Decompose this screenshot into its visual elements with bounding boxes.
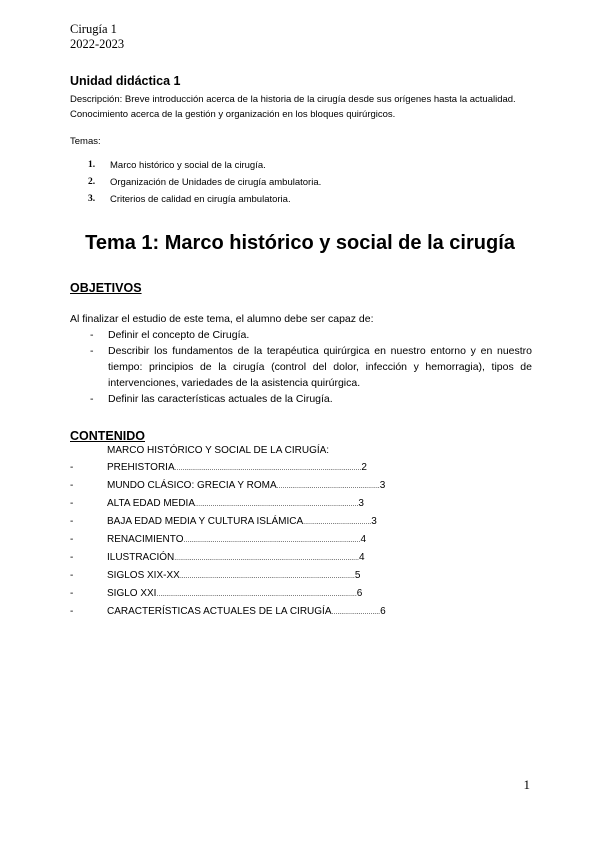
toc-entry [70,603,532,621]
topic-item [88,174,540,191]
toc-title: BAJA EDAD MEDIA Y CULTURA ISLÁMICA [107,516,304,527]
toc-leader: ............................................................................................... [174,555,359,562]
toc-title: CARACTERÍSTICAS ACTUALES DE LA CIRUGÍA [107,606,332,617]
list-dash: - [70,480,74,491]
objective-text: Describir los fundamentos de la terapéutica quirúrgica en nuestro entorno y en nuestro tiempo: principios de la cirugía (control del dolor, infección y hemorragia), tipos de intervenciones, variedades de la asistencia quirúrgica. [108,345,532,389]
toc-entry [70,531,532,549]
toc-page: 6 [356,588,363,599]
toc-entry [70,567,532,585]
toc-leader: ................................... [303,519,372,526]
content-section [70,429,532,621]
unit-title: Unidad didáctica 1 [70,74,181,88]
page-header [70,22,124,52]
toc-entry [70,549,532,567]
toc-page: 3 [379,480,386,491]
topic-number: 3. [88,194,96,204]
toc-leader: ................................................................................................ [174,465,362,472]
list-dash: - [90,393,94,405]
list-dash: - [90,329,94,341]
list-dash: - [70,606,74,617]
topic-item [88,191,540,208]
unit-block [70,74,540,208]
page-number: 1 [523,777,530,792]
course-name: Cirugía 1 [70,22,117,36]
toc-leader: ....................................................................................................... [156,591,357,598]
objective-item [90,343,532,391]
toc-title: SIGLO XXI [107,588,157,599]
toc-title: ILUSTRACIÓN [107,552,175,563]
list-dash: - [70,534,74,545]
toc-page: 2 [361,462,367,473]
topic-number: 1. [88,160,96,170]
topic-text: Organización de Unidades de cirugía ambulatoria. [110,177,322,188]
objectives-section [70,281,532,407]
toc-page: 3 [371,516,377,527]
list-dash: - [90,345,94,357]
objectives-intro: Al finalizar el estudio de este tema, el alumno debe ser capaz de: [70,313,374,325]
topics-label: Temas: [70,136,101,147]
toc-title: RENACIMIENTO [107,534,184,545]
list-dash: - [70,570,74,581]
objective-item [90,327,532,343]
objective-item [90,391,532,407]
list-dash: - [70,498,74,509]
objective-text: Definir el concepto de Cirugía. [108,329,250,341]
toc-leader: .......................................................................................... [179,573,355,580]
academic-year: 2022-2023 [70,37,125,51]
objective-text: Definir las características actuales de la Cirugía. [108,393,333,405]
topics-list [70,157,540,208]
list-dash: - [70,552,74,563]
objectives-list [70,327,532,407]
objectives-heading: OBJETIVOS [70,281,142,295]
topic-text: Criterios de calidad en cirugía ambulatoria. [110,194,291,205]
topic-text: Marco histórico y social de la cirugía. [110,160,266,171]
toc-page: 4 [360,534,367,545]
toc-page: 4 [359,552,365,563]
list-dash: - [70,588,74,599]
toc-entry [70,459,532,477]
content-heading: CONTENIDO [70,429,145,443]
topic-number: 2. [88,177,96,187]
toc-title: ALTA EDAD MEDIA [107,498,195,509]
list-dash: - [70,462,74,473]
toc-title: SIGLOS XIX-XX [107,570,180,581]
table-of-contents [70,459,532,621]
toc-page: 5 [354,570,361,581]
topic-item [88,157,540,174]
toc-entry [70,585,532,603]
toc-leader: ........................................................................................... [183,537,361,544]
toc-title: MUNDO CLÁSICO: GRECIA Y ROMA [107,480,277,491]
main-title: Tema 1: Marco histórico y social de la cirugía [85,232,515,254]
toc-leader: ......................... [331,609,381,616]
list-dash: - [70,516,74,527]
unit-description: Descripción: Breve introducción acerca de la historia de la cirugía desde sus orígenes hasta la actualidad. Conocimiento acerca de la gestión y organización en los bloques quirúrgicos. [70,94,516,120]
toc-entry [70,513,532,531]
toc-page: 6 [380,606,386,617]
toc-leader: .................................................................................... [194,501,359,508]
toc-entry [70,495,532,513]
toc-title: PREHISTORIA [107,462,175,473]
content-subheading: MARCO HISTÓRICO Y SOCIAL DE LA CIRUGÍA: [107,445,330,456]
toc-page: 3 [358,498,364,509]
toc-leader: ..................................................... [276,483,380,490]
toc-entry [70,477,532,495]
